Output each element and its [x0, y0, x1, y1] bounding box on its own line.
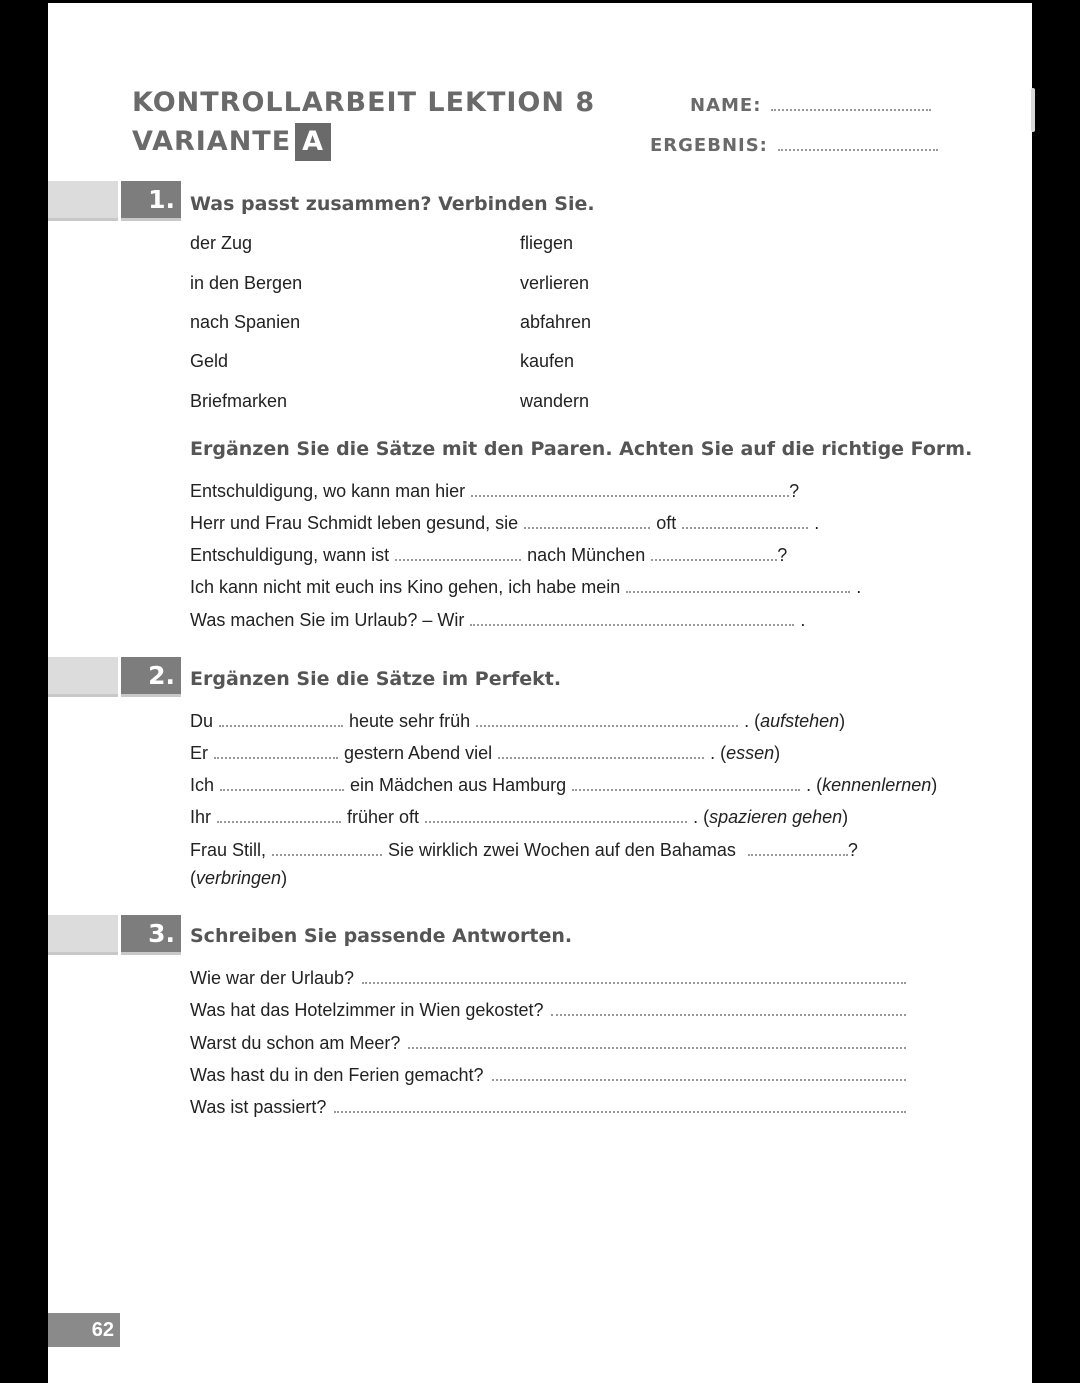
answer-blank[interactable] — [219, 711, 343, 727]
sentence-text: Du — [190, 711, 214, 731]
sentence-text: Entschuldigung, wo kann man hier — [190, 481, 466, 501]
exercise-1-subtitle: Ergänzen Sie die Sätze mit den Paaren. Achten Sie auf die richtige Form. — [190, 438, 973, 460]
match-right-item: wandern — [520, 391, 590, 411]
variant-line — [132, 123, 331, 161]
sentence-end: . — [814, 513, 820, 533]
answer-blank[interactable] — [272, 840, 382, 856]
sentence-end: ? — [789, 481, 800, 501]
match-left-item: in den Bergen — [190, 273, 303, 293]
sentence-end: ? — [777, 545, 788, 565]
answer-blank[interactable] — [217, 807, 341, 823]
sentence-text: nach München — [527, 545, 646, 565]
sentence-end: . — [800, 610, 806, 630]
match-right-item: fliegen — [520, 233, 574, 253]
perfect-row-continued: ( verbringen ) — [190, 868, 288, 888]
exercise-3-title: Schreiben Sie passende Antworten. — [190, 925, 573, 947]
sentence-text: Entschuldigung, wann ist — [190, 545, 390, 565]
match-left-item: nach Spanien — [190, 312, 301, 332]
question-row — [190, 1033, 906, 1054]
question-text: Was ist passiert? — [190, 1097, 327, 1117]
match-right-item: kaufen — [520, 351, 575, 371]
page-edge-shadow — [1031, 88, 1035, 132]
verb-hint: spazieren gehen — [709, 807, 843, 827]
answer-blank[interactable] — [470, 610, 794, 626]
perfect-row: Er gestern Abend viel . ( essen ) — [190, 743, 781, 763]
answer-blank[interactable] — [471, 481, 789, 497]
question-text: Was hast du in den Ferien gemacht? — [190, 1065, 484, 1085]
question-row — [190, 968, 906, 989]
answer-line[interactable] — [408, 1033, 906, 1049]
exercise-1-title: Was passt zusammen? Verbinden Sie. — [190, 193, 595, 215]
sentence-text: Was machen Sie im Urlaub? – Wir — [190, 610, 465, 630]
verb-hint: kennenlernen — [822, 775, 932, 795]
question-row — [190, 1065, 906, 1086]
perfect-row — [190, 840, 858, 861]
sentence-text: früher oft — [347, 807, 420, 827]
question-text: Warst du schon am Meer? — [190, 1033, 401, 1053]
verb-hint: verbringen — [196, 868, 282, 888]
exercise-2-title: Ergänzen Sie die Sätze im Perfekt. — [190, 668, 562, 690]
match-left-item: Briefmarken — [190, 391, 288, 411]
question-text: Was hat das Hotelzimmer in Wien gekostet? — [190, 1000, 544, 1020]
sentence-row — [190, 610, 805, 631]
perfect-row: Du heute sehr früh . ( aufstehen ) — [190, 711, 846, 731]
question-row — [190, 1000, 906, 1021]
answer-line[interactable] — [334, 1097, 906, 1113]
answer-blank[interactable] — [524, 513, 650, 529]
answer-blank[interactable] — [748, 840, 848, 856]
name-label: NAME: — [690, 95, 762, 116]
verb-hint: aufstehen — [760, 711, 840, 731]
match-right-item: verlieren — [520, 273, 590, 293]
sentence-text: heute sehr früh — [349, 711, 471, 731]
answer-line[interactable] — [492, 1065, 907, 1081]
sentence-row — [190, 481, 799, 502]
verb-hint: essen — [726, 743, 775, 763]
answer-blank[interactable] — [682, 513, 808, 529]
exercise-1-number: 1. — [121, 181, 181, 218]
answer-blank[interactable] — [476, 711, 738, 727]
result-label: ERGEBNIS: — [650, 135, 768, 156]
sentence-row — [190, 513, 819, 534]
answer-blank[interactable] — [395, 545, 521, 561]
sentence-text: Er — [190, 743, 208, 763]
question-row — [190, 1097, 906, 1118]
sentence-text: Ich kann nicht mit euch ins Kino gehen, ich habe mein — [190, 577, 621, 597]
sentence-text: gestern Abend viel — [344, 743, 493, 763]
sentence-text: oft — [656, 513, 677, 533]
sentence-text: Sie wirklich zwei Wochen auf den Bahamas — [388, 840, 736, 860]
exercise-3-number: 3. — [121, 915, 181, 952]
answer-line[interactable] — [551, 1000, 906, 1016]
sentence-text: Ihr — [190, 807, 212, 827]
answer-blank[interactable] — [220, 775, 344, 791]
sentence-row — [190, 545, 787, 566]
match-right-item: abfahren — [520, 312, 592, 332]
sentence-text: Herr und Frau Schmidt leben gesund, sie — [190, 513, 519, 533]
question-text: Wie war der Urlaub? — [190, 968, 355, 988]
result-field[interactable] — [650, 135, 938, 156]
name-line[interactable] — [771, 95, 931, 111]
perfect-row: Ich ein Mädchen aus Hamburg . ( kennenlernen ) — [190, 775, 938, 795]
worksheet-page — [48, 3, 1032, 1383]
result-line[interactable] — [778, 135, 938, 151]
sentence-text: ein Mädchen aus Hamburg — [350, 775, 567, 795]
answer-blank[interactable] — [572, 775, 800, 791]
exercise-2-number: 2. — [121, 657, 181, 694]
answer-blank[interactable] — [425, 807, 687, 823]
variant-badge: A — [295, 123, 331, 161]
sentence-end: ? — [847, 840, 858, 860]
page-title: KONTROLLARBEIT LEKTION 8 — [132, 87, 596, 118]
answer-line[interactable] — [362, 968, 906, 984]
variant-label: VARIANTE — [132, 126, 292, 157]
answer-blank[interactable] — [498, 743, 704, 759]
sentence-text: Ich — [190, 775, 215, 795]
match-left-item: Geld — [190, 351, 229, 371]
answer-blank[interactable] — [651, 545, 777, 561]
perfect-row: Ihr früher oft . ( spazieren gehen ) — [190, 807, 849, 827]
name-field[interactable] — [690, 95, 931, 116]
sentence-end: . — [856, 577, 862, 597]
page-number: 62 — [48, 1313, 120, 1347]
answer-blank[interactable] — [626, 577, 850, 593]
sentence-text: Frau Still, — [190, 840, 267, 860]
sentence-row — [190, 577, 861, 598]
answer-blank[interactable] — [214, 743, 338, 759]
match-left-item: der Zug — [190, 233, 253, 253]
